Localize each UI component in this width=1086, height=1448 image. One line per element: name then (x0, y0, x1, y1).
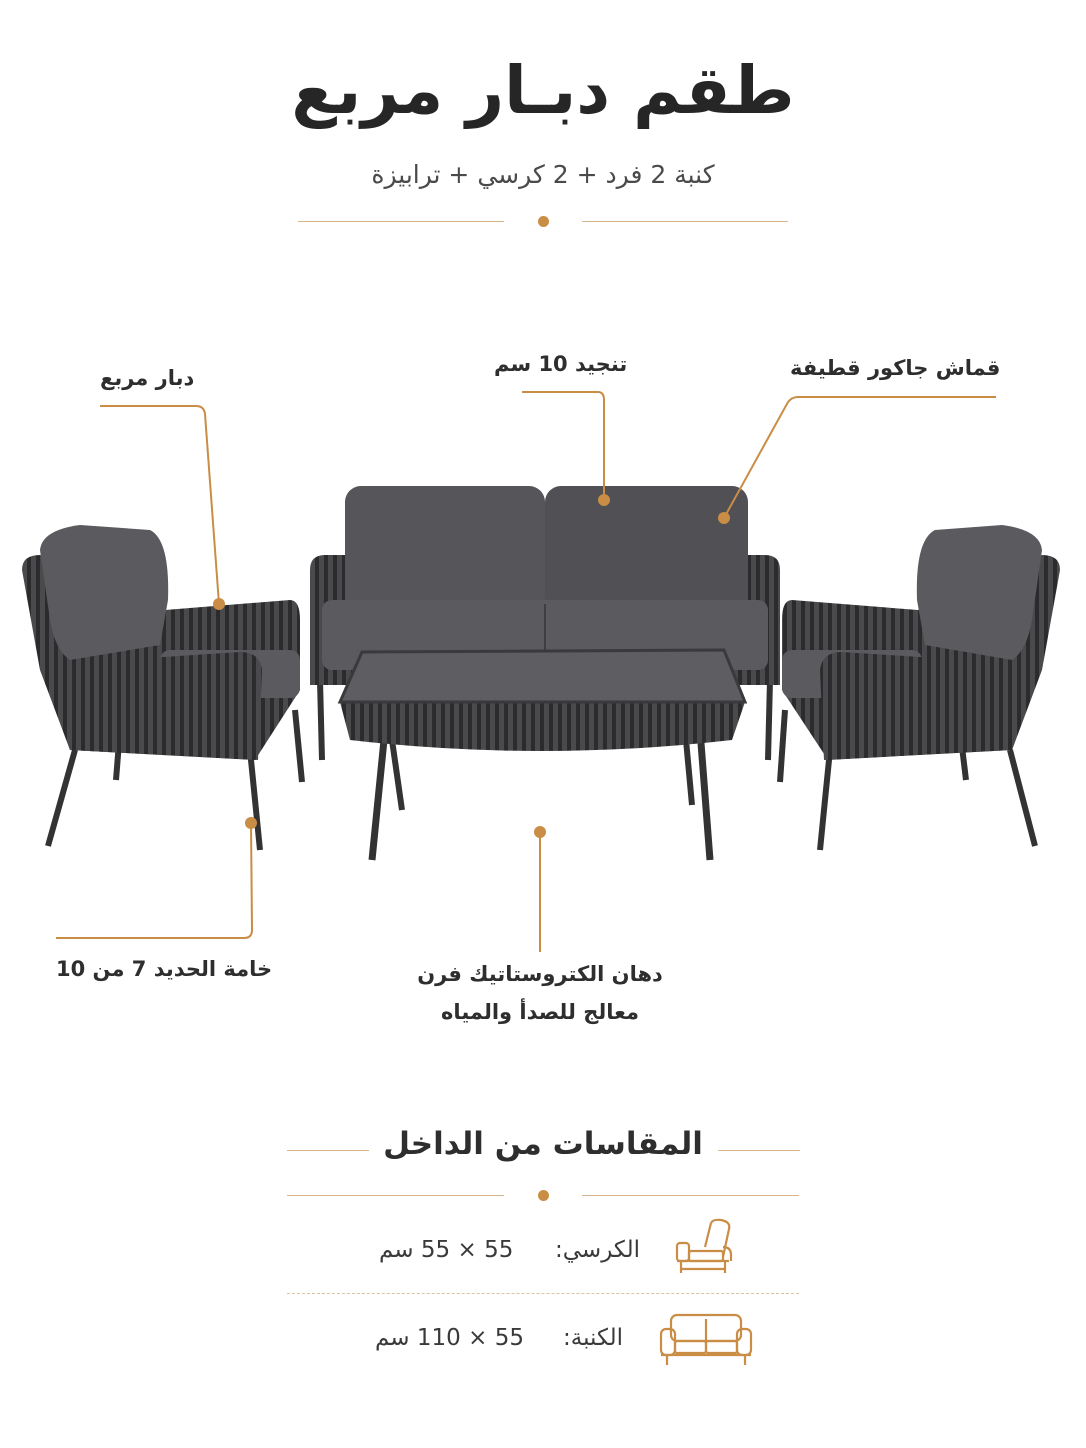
dimensions-title: المقاسات من الداخل (383, 1126, 703, 1162)
callout-fabric: قماش جاكور قطيفة (790, 356, 1001, 380)
sofa-icon (657, 1311, 755, 1369)
dimensions-divider-right (582, 1195, 799, 1196)
dimensions-divider-dot (538, 1190, 549, 1201)
armchair-icon (671, 1217, 737, 1277)
callout-steel: خامة الحديد 7 من 10 (56, 957, 273, 981)
callout-paint-line1: دهان الكتروستاتيك فرن (417, 962, 663, 986)
dimension-row-armchair (287, 1215, 799, 1285)
callout-square-rope: دبار مربع (100, 366, 195, 390)
page-title: طقم دبـار مربع (291, 52, 795, 129)
dimension-row-sofa (287, 1303, 799, 1373)
callout-cushion: تنجيد 10 سم (494, 352, 628, 376)
dimension-value: 55 × 55 سم (379, 1237, 514, 1263)
dimension-row-separator (287, 1293, 799, 1294)
dimensions-divider-left (287, 1195, 504, 1196)
dimension-value: 55 × 110 سم (375, 1325, 524, 1351)
dimension-label: الكنبة: (563, 1325, 624, 1351)
callout-paint-line2: معالج للصدأ والمياه (441, 1000, 639, 1024)
page-subtitle: كنبة 2 فرد + 2 كرسي + ترابيزة (371, 160, 715, 189)
dimension-label: الكرسي: (555, 1237, 640, 1263)
